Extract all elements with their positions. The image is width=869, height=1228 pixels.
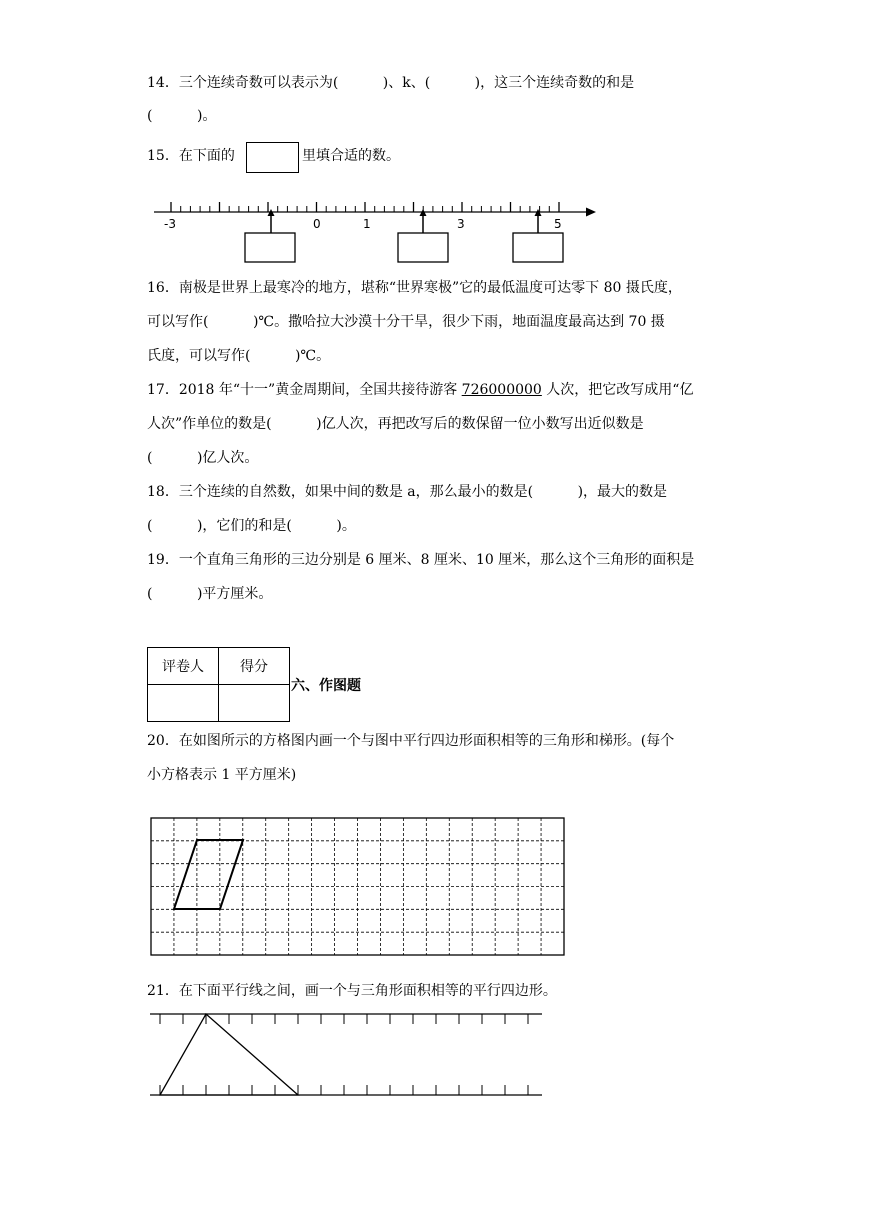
parallelogram-shape: [174, 840, 243, 909]
score-header: 得分: [219, 648, 290, 685]
q19-line2: ( )平方厘米。: [147, 586, 273, 602]
q16-line1: 16．南极是世界上最寒冷的地方，堪称“世界寒极”它的最低温度可达零下 80 摄氏度，: [147, 280, 682, 296]
q18-line2: ( )，它们的和是( )。: [147, 518, 356, 534]
section-heading: 六、作图题: [291, 678, 361, 694]
answer-box-3: [513, 233, 563, 262]
reviewer-cell[interactable]: [148, 685, 219, 722]
q15-suffix: 里填合适的数。: [302, 148, 400, 164]
q21-line1: 21．在下面平行线之间，画一个与三角形面积相等的平行四边形。: [147, 983, 557, 999]
q20-line1: 20．在如图所示的方格图内画一个与图中平行四边形面积相等的三角形和梯形。(每个: [147, 733, 675, 749]
q17-underlined-number: 726000000: [461, 382, 542, 398]
q16-line2: 可以写作( )℃。撒哈拉大沙漠十分干旱，很少下雨，地面温度最高达到 70 摄: [147, 314, 665, 330]
tick-label-1: 1: [363, 217, 371, 231]
q17-line2: 人次”作单位的数是( )亿人次，再把改写后的数保留一位小数写出近似数是: [147, 416, 644, 432]
tick-label-0: 0: [313, 217, 321, 231]
q14-line1: 14．三个连续奇数可以表示为( )、k、( )，这三个连续奇数的和是: [147, 75, 635, 91]
q19-line1: 19．一个直角三角形的三边分别是 6 厘米、8 厘米、10 厘米，那么这个三角形的面积是: [147, 552, 695, 568]
reviewer-header: 评卷人: [148, 648, 219, 685]
score-table: [147, 647, 290, 722]
q20-line2: 小方格表示 1 平方厘米): [147, 767, 297, 783]
tick-label-3: 3: [457, 217, 465, 231]
square-grid: [151, 818, 564, 955]
tick-label-5: 5: [554, 217, 562, 231]
parallel-line-ticks: [160, 1014, 528, 1095]
q14-line2: ( )。: [147, 108, 217, 124]
answer-box-2: [398, 233, 448, 262]
tick-label-neg3: -3: [164, 217, 176, 231]
number-line-ticks: [171, 202, 559, 212]
q18-line1: 18．三个连续的自然数，如果中间的数是 a，那么最小的数是( )，最大的数是: [147, 484, 668, 500]
triangle-shape: [160, 1014, 298, 1095]
q17-line3: ( )亿人次。: [147, 450, 259, 466]
q17-line1: 17．2018 年“十一”黄金周期间，全国共接待游客 726000000 人次，把它改写成用“亿: [147, 382, 694, 398]
answer-box-1: [245, 233, 295, 262]
score-cell[interactable]: [219, 685, 290, 722]
q16-line3: 氏度，可以写作( )℃。: [147, 348, 331, 364]
q15-prefix: 15．在下面的: [147, 148, 235, 164]
